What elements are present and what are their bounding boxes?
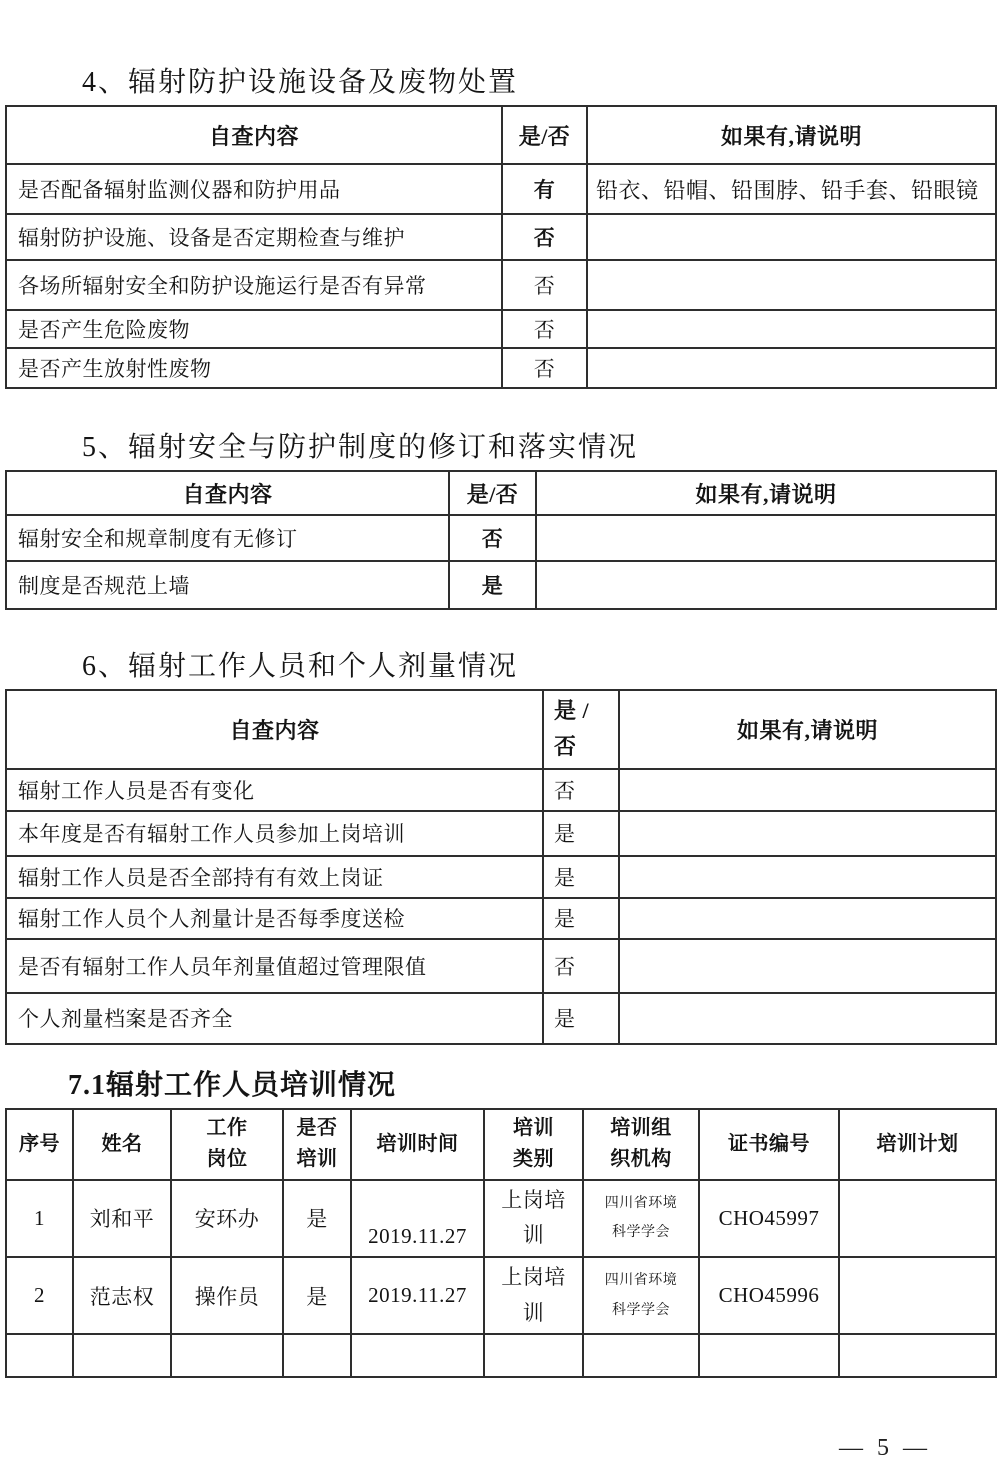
cell-serial: 1 (6, 1180, 73, 1257)
cell-explanation (619, 769, 996, 811)
cell-cert-number: CHO45996 (699, 1257, 839, 1334)
cell-training-org: 四川省环境科学学会 (583, 1257, 699, 1334)
header-training-plan: 培训计划 (839, 1109, 996, 1180)
table-header-row (6, 471, 996, 515)
cell-yes-no: 否 (543, 939, 619, 993)
cell-explanation (587, 214, 996, 260)
cell-explanation (587, 260, 996, 310)
table-row (6, 214, 996, 260)
table-header-row (6, 106, 996, 164)
header-training-date: 培训时间 (351, 1109, 484, 1180)
header-trained: 是否培训 (283, 1109, 351, 1180)
cell-trained: 是 (283, 1180, 351, 1257)
cell-yes-no: 有 (502, 164, 587, 214)
cell-training-type (484, 1334, 583, 1377)
cell-trained: 是 (283, 1257, 351, 1334)
cell-inspection-content: 是否配备辐射监测仪器和防护用品 (6, 164, 502, 214)
header-self-check-content: 自查内容 (6, 106, 502, 164)
cell-yes-no: 否 (502, 348, 587, 388)
cell-name: 刘和平 (73, 1180, 171, 1257)
table-header-row (6, 1109, 996, 1180)
cell-yes-no: 是 (543, 811, 619, 856)
cell-training-org (583, 1334, 699, 1377)
table-row (6, 561, 996, 609)
table-row (6, 898, 996, 939)
header-explanation: 如果有,请说明 (536, 471, 996, 515)
section5-table (5, 470, 997, 610)
cell-explanation (619, 856, 996, 898)
header-name: 姓名 (73, 1109, 171, 1180)
table-row (6, 348, 996, 388)
cell-inspection-content: 辐射安全和规章制度有无修订 (6, 515, 449, 561)
cell-training-date: 2019.11.27 (351, 1180, 484, 1257)
cell-explanation (587, 348, 996, 388)
cell-training-plan (839, 1257, 996, 1334)
cell-explanation (536, 561, 996, 609)
section7-title: 7.1辐射工作人员培训情况 (68, 1069, 397, 1101)
cell-explanation (619, 898, 996, 939)
section6-table (5, 689, 997, 1045)
table-row (6, 856, 996, 898)
header-yes-no: 是/否 (449, 471, 536, 515)
section5-title: 5、辐射安全与防护制度的修订和落实情况 (82, 432, 639, 463)
header-self-check-content: 自查内容 (6, 690, 543, 769)
cell-cert-number: CHO45997 (699, 1180, 839, 1257)
section4-table (5, 105, 997, 389)
table-row (6, 260, 996, 310)
cell-training-date: 2019.11.27 (351, 1257, 484, 1334)
header-explanation: 如果有,请说明 (619, 690, 996, 769)
cell-name: 范志权 (73, 1257, 171, 1334)
cell-inspection-content: 个人剂量档案是否齐全 (6, 993, 543, 1044)
section6-title: 6、辐射工作人员和个人剂量情况 (82, 651, 519, 682)
cell-training-plan (839, 1334, 996, 1377)
cell-yes-no: 是 (543, 856, 619, 898)
cell-yes-no: 否 (449, 515, 536, 561)
header-training-type: 培训类别 (484, 1109, 583, 1180)
cell-training-type: 上岗培训 (484, 1257, 583, 1334)
cell-inspection-content: 是否有辐射工作人员年剂量值超过管理限值 (6, 939, 543, 993)
cell-inspection-content: 各场所辐射安全和防护设施运行是否有异常 (6, 260, 502, 310)
cell-explanation (536, 515, 996, 561)
cell-explanation (587, 310, 996, 348)
table-row (6, 769, 996, 811)
cell-training-date (351, 1334, 484, 1377)
cell-inspection-content: 是否产生放射性废物 (6, 348, 502, 388)
cell-yes-no: 否 (502, 260, 587, 310)
cell-inspection-content: 是否产生危险废物 (6, 310, 502, 348)
table-header-row (6, 690, 996, 769)
header-yes-no: 是/否 (502, 106, 587, 164)
cell-inspection-content: 辐射工作人员是否全部持有有效上岗证 (6, 856, 543, 898)
cell-yes-no: 是 (449, 561, 536, 609)
table-row (6, 1257, 996, 1334)
cell-training-plan (839, 1180, 996, 1257)
table-row (6, 310, 996, 348)
table-row (6, 164, 996, 214)
cell-explanation (619, 939, 996, 993)
cell-yes-no: 是 (543, 993, 619, 1044)
table-row (6, 993, 996, 1044)
section4-title: 4、辐射防护设施设备及废物处置 (82, 67, 519, 98)
cell-explanation: 铅衣、铅帽、铅围脖、铅手套、铅眼镜 (587, 164, 996, 214)
cell-post (171, 1334, 283, 1377)
header-training-org: 培训组织机构 (583, 1109, 699, 1180)
cell-inspection-content: 辐射工作人员是否有变化 (6, 769, 543, 811)
cell-trained (283, 1334, 351, 1377)
cell-inspection-content: 本年度是否有辐射工作人员参加上岗培训 (6, 811, 543, 856)
cell-training-type: 上岗培训 (484, 1180, 583, 1257)
cell-training-org: 四川省环境科学学会 (583, 1180, 699, 1257)
cell-yes-no: 否 (502, 310, 587, 348)
cell-post: 操作员 (171, 1257, 283, 1334)
table-row (6, 939, 996, 993)
cell-serial: 2 (6, 1257, 73, 1334)
header-cert-number: 证书编号 (699, 1109, 839, 1180)
cell-inspection-content: 制度是否规范上墙 (6, 561, 449, 609)
cell-cert-number (699, 1334, 839, 1377)
section7-table (5, 1108, 997, 1379)
cell-serial (6, 1334, 73, 1377)
cell-yes-no: 否 (543, 769, 619, 811)
header-explanation: 如果有,请说明 (587, 106, 996, 164)
cell-inspection-content: 辐射工作人员个人剂量计是否每季度送检 (6, 898, 543, 939)
cell-explanation (619, 811, 996, 856)
table-row (6, 1334, 996, 1377)
cell-explanation (619, 993, 996, 1044)
header-self-check-content: 自查内容 (6, 471, 449, 515)
table-row (6, 515, 996, 561)
page-number: — 5 — (839, 1435, 931, 1461)
cell-post: 安环办 (171, 1180, 283, 1257)
cell-inspection-content: 辐射防护设施、设备是否定期检查与维护 (6, 214, 502, 260)
table-row (6, 1180, 996, 1257)
header-post: 工作岗位 (171, 1109, 283, 1180)
cell-yes-no: 否 (502, 214, 587, 260)
header-yes-no: 是 / 否 (543, 690, 619, 769)
cell-yes-no: 是 (543, 898, 619, 939)
cell-name (73, 1334, 171, 1377)
header-serial: 序号 (6, 1109, 73, 1180)
table-row (6, 811, 996, 856)
